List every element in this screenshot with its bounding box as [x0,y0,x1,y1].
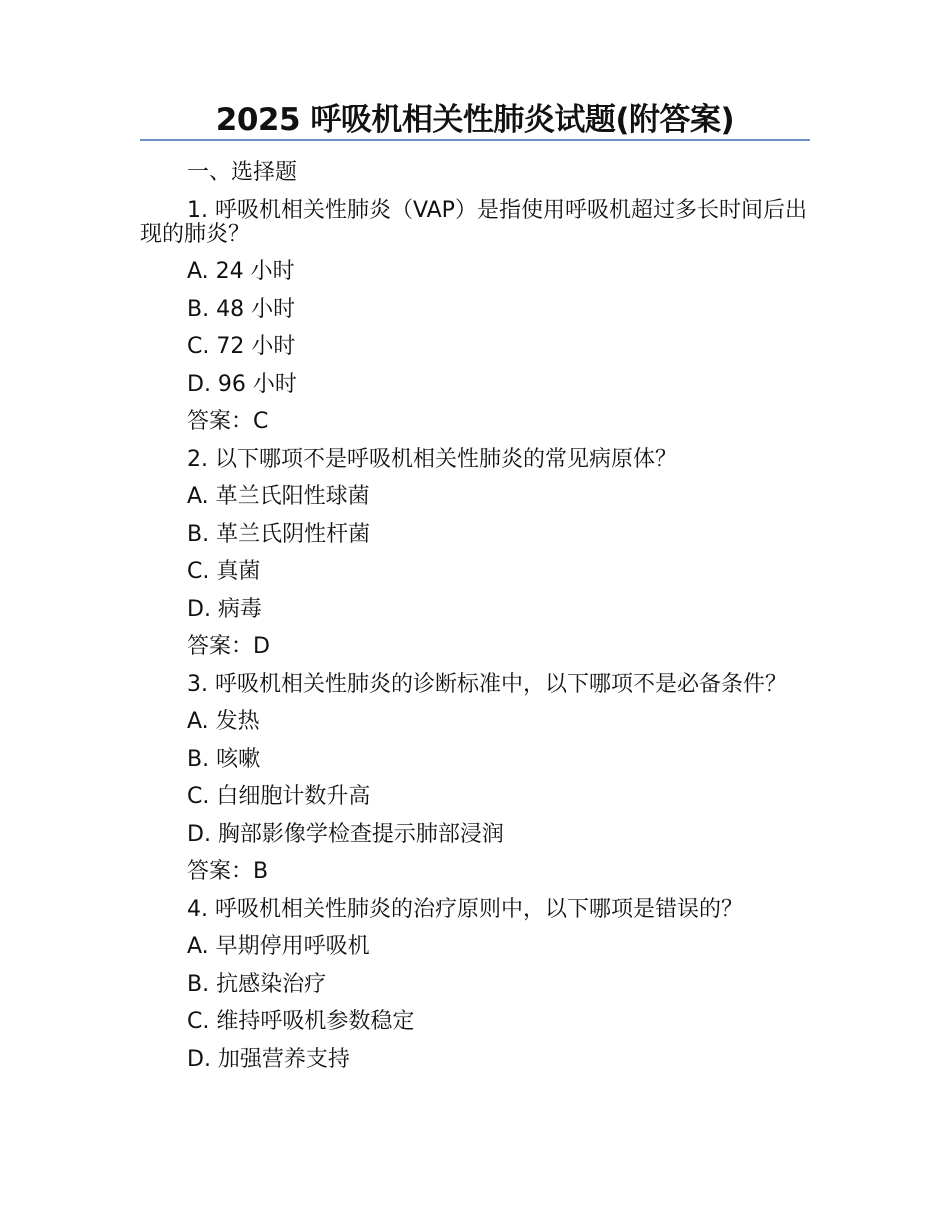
answer-option: C. 72 小时 [187,334,296,359]
answer-option: D. 96 小时 [187,371,297,397]
answer-key: 答案：B [187,859,269,884]
answer-key: 答案：D [187,634,270,659]
question-stem: 1. 呼吸机相关性肺炎（VAP）是指使用呼吸机超过多长时间后出现的肺炎？ [140,197,807,247]
answer-option: C. 白细胞计数升高 [187,784,371,809]
answer-option: D. 加强营养支持 [187,1046,350,1072]
document-title: 2025 呼吸机相关性肺炎试题(附答案) [215,102,735,138]
document-body [140,154,810,1078]
title-underline [140,139,810,141]
answer-option: B. 抗感染治疗 [187,971,327,997]
answer-option: D. 病毒 [187,596,262,622]
answer-key: 答案：C [187,409,269,434]
section-heading: 一、选择题 [187,160,298,185]
answer-option: B. 咳嗽 [187,746,261,772]
answer-option: A. 早期停用呼吸机 [187,934,370,959]
answer-option: B. 革兰氏阴性杆菌 [187,521,371,547]
question-stem: 3. 呼吸机相关性肺炎的诊断标准中，以下哪项不是必备条件？ [187,671,787,697]
answer-option: C. 真菌 [187,559,261,584]
answer-option: D. 胸部影像学检查提示肺部浸润 [187,821,504,847]
answer-option: A. 发热 [187,709,260,734]
question-stem: 2. 以下哪项不是呼吸机相关性肺炎的常见病原体？ [187,446,677,472]
answer-option: A. 革兰氏阳性球菌 [187,484,370,509]
answer-option: A. 24 小时 [187,259,295,284]
answer-option: B. 48 小时 [187,296,296,322]
question-stem: 4. 呼吸机相关性肺炎的治疗原则中，以下哪项是错误的？ [187,896,743,922]
answer-option: C. 维持呼吸机参数稳定 [187,1009,415,1034]
